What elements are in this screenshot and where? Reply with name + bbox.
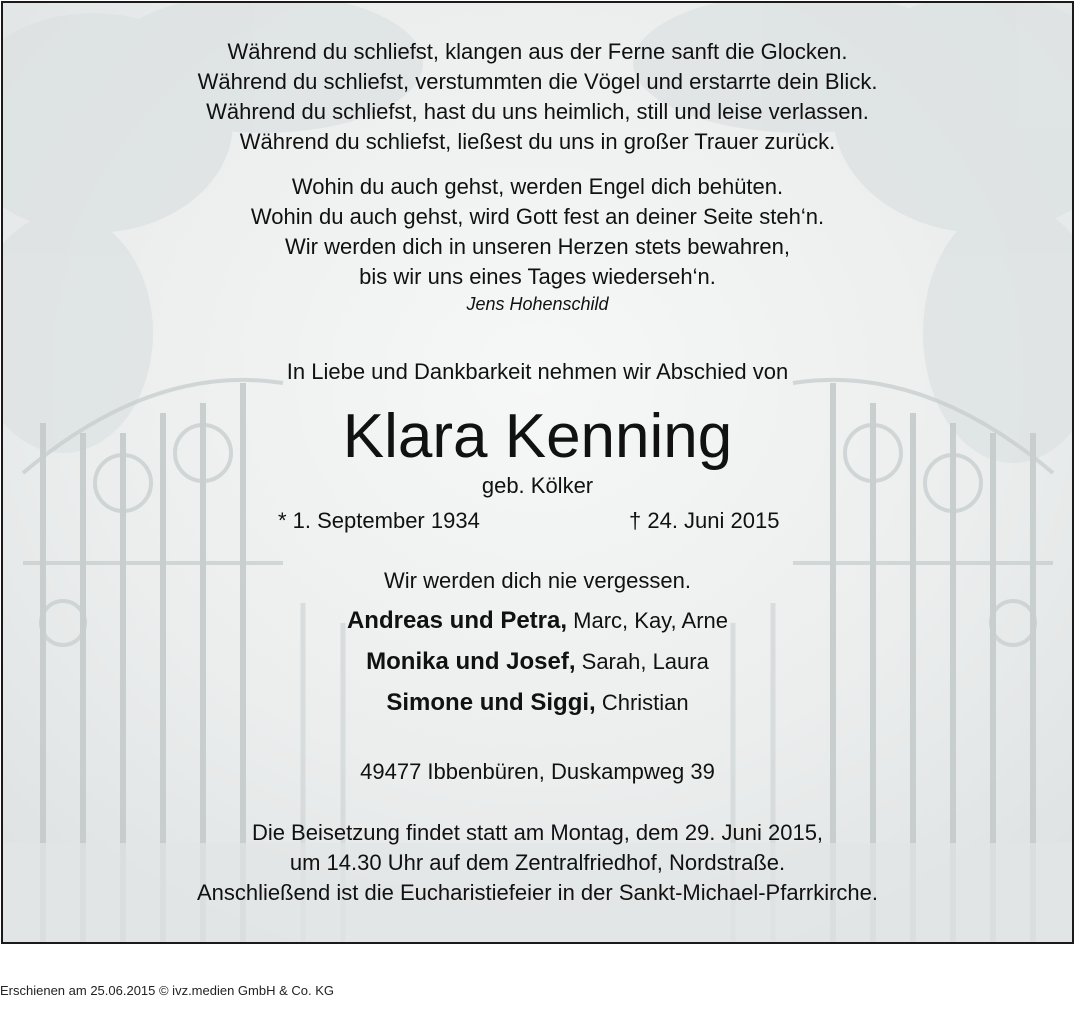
notice-content (3, 3, 1072, 942)
poem-line: Während du schliefst, verstummten die Vögel und erstarrte dein Blick. (197, 69, 878, 94)
poem-stanza-1 (3, 37, 1072, 157)
birth-date: * 1. September 1934 (278, 508, 480, 533)
burial-details (3, 818, 1072, 908)
farewell-intro: In Liebe und Dankbarkeit nehmen wir Abschied von (286, 359, 789, 384)
mourner-names: Andreas und Petra, (346, 607, 568, 634)
deceased-name: Klara Kenning (342, 402, 733, 471)
mourner-children: Marc, Kay, Arne (573, 608, 729, 633)
poem-author: Jens Hohenschild (466, 294, 609, 314)
burial-line: Die Beisetzung findet statt am Montag, dem 29. Juni 2015, (251, 820, 824, 845)
death-date: † 24. Juni 2015 (629, 508, 780, 533)
mourner-children: Christian (601, 690, 689, 715)
family-address: 49477 Ibbenbüren, Duskampweg 39 (360, 759, 715, 784)
poem-line: Während du schliefst, hast du uns heimlich, still und leise verlassen. (206, 99, 869, 124)
mourner-family (3, 688, 1072, 718)
poem-line: Wohin du auch gehst, wird Gott fest an deiner Seite steh‘n. (250, 204, 825, 229)
poem-line: bis wir uns eines Tages wiederseh‘n. (359, 264, 716, 289)
publication-footer: Erschienen am 25.06.2015 © ivz.medien GmbH & Co. KG (0, 983, 335, 998)
poem-line: Während du schliefst, klangen aus der Ferne sanft die Glocken. (227, 39, 848, 64)
mourner-names: Monika und Josef, (366, 648, 576, 675)
burial-line: Anschließend ist die Eucharistiefeier in der Sankt-Michael-Pfarrkirche. (196, 880, 879, 905)
mourner-family (3, 647, 1072, 677)
memorial-message: Wir werden dich nie vergessen. (384, 568, 691, 593)
poem-line: Während du schliefst, ließest du uns in großer Trauer zurück. (239, 129, 836, 154)
mourner-names: Simone und Siggi, (386, 689, 596, 716)
poem-line: Wir werden dich in unseren Herzen stets bewahren, (284, 234, 791, 259)
mourner-family (3, 606, 1072, 636)
obituary-notice (1, 1, 1074, 944)
burial-line: um 14.30 Uhr auf dem Zentralfriedhof, Nordstraße. (289, 850, 786, 875)
poem-stanza-2 (3, 172, 1072, 292)
mourner-children: Sarah, Laura (581, 649, 709, 674)
maiden-name: geb. Kölker (481, 473, 594, 498)
poem-line: Wohin du auch gehst, werden Engel dich behüten. (291, 174, 784, 199)
